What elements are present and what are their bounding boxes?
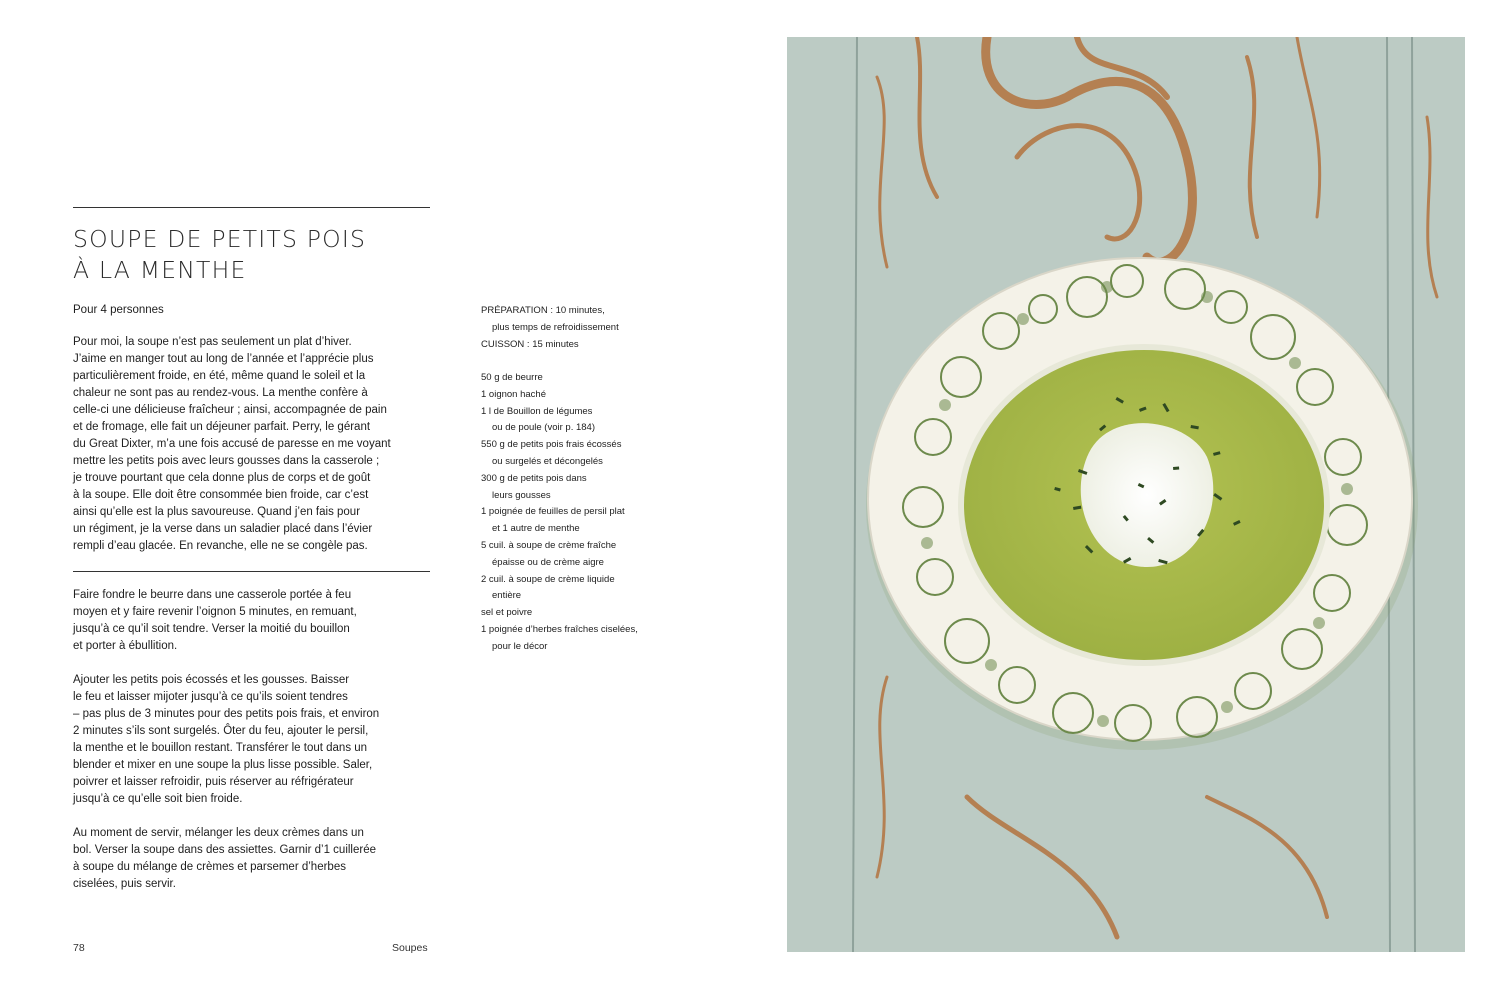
ingredient-line: 50 g de beurre (481, 372, 543, 383)
intro-line: mettre les petits pois avec leurs gousses dans la casserole ; (73, 455, 380, 467)
soup-plate (866, 258, 1418, 750)
ingredient-line: 1 poignée d’herbes fraîches ciselées, (481, 623, 638, 635)
intro-line: ainsi qu’elle est la plus savoureuse. Quand j’en fais pour (73, 506, 361, 518)
recipe-title-line-1: SOUPE DE PETITS POIS (73, 225, 367, 253)
method-line: Faire fondre le beurre dans une casserole portée à feu (73, 589, 352, 601)
intro-line: J’aime en manger tout au long de l’année et l’apprécie plus (73, 353, 374, 365)
cook-time: CUISSON : 15 minutes (481, 338, 579, 350)
ingredient-line: leurs gousses (492, 489, 551, 501)
section-name: Soupes (392, 942, 428, 954)
method-line: le feu et laisser mijoter jusqu’à ce qu’ils soient tendres (73, 691, 348, 703)
method-line: jusqu’à ce qu’il soit tendre. Verser la moitié du bouillon (73, 623, 350, 635)
ingredient-line: ou de poule (voir p. 184) (492, 422, 595, 434)
ingredient-line: 300 g de petits pois dans (481, 472, 587, 484)
ingredient-line: et 1 autre de menthe (492, 523, 580, 535)
soup-photo (787, 37, 1465, 952)
ingredient-line: 5 cuil. à soupe de crème fraîche (481, 539, 617, 551)
method-line: Ajouter les petits pois écossés et les gousses. Baisser (73, 674, 350, 686)
recipe-title (73, 224, 453, 286)
method-line: blender et mixer en une soupe la plus lisse possible. Saler, (73, 759, 373, 771)
method-line: – pas plus de 3 minutes pour des petits pois frais, et environ (73, 708, 380, 720)
method-line: la menthe et le bouillon restant. Transférer le tout dans un (73, 742, 368, 754)
intro-line: Pour moi, la soupe n’est pas seulement un plat d’hiver. (73, 336, 352, 348)
ingredient-line: 1 l de Bouillon de légumes (481, 405, 593, 417)
intro-line: je trouve pourtant que cela donne plus de corps et de goût (73, 472, 371, 484)
method-line: bol. Verser la soupe dans des assiettes. Garnir d’1 cuillerée (73, 844, 376, 856)
method-line: moyen et y faire revenir l’oignon 5 minutes, en remuant, (73, 606, 357, 618)
servings-text: Pour 4 personnes (73, 304, 164, 316)
intro-line: à la soupe. Elle doit être consommée bien froide, car c’est (73, 489, 369, 501)
ingredient-line: sel et poivre (481, 607, 533, 619)
prep-info (481, 303, 681, 353)
intro-line: chaleur ne sont pas au rendez-vous. La menthe confère à (73, 387, 368, 399)
intro-line: et de fromage, elle fait un déjeuner parfait. Perry, le gérant (73, 421, 371, 433)
intro-paragraph (73, 334, 433, 555)
method-section (73, 587, 433, 893)
ingredient-line: 2 cuil. à soupe de crème liquide (481, 573, 615, 585)
ingredient-line: ou surgelés et décongelés (492, 455, 603, 467)
intro-line: rempli d’eau glacée. En revanche, elle ne se congèle pas. (73, 540, 368, 552)
ingredients-list (481, 370, 681, 656)
method-line: jusqu’à ce qu’elle soit bien froide. (73, 793, 243, 805)
paragraph-gap (73, 808, 433, 825)
page-number: 78 (73, 942, 85, 954)
method-line: et porter à ébullition. (73, 640, 178, 652)
intro-line: du Great Dixter, m’a une fois accusé de paresse en me voyant (73, 438, 391, 450)
method-line: ciselées, puis servir. (73, 878, 176, 890)
method-divider-rule (73, 571, 430, 572)
ingredient-line: épaisse ou de crème aigre (492, 556, 604, 568)
paragraph-gap (73, 655, 433, 672)
intro-line: un régiment, je la verse dans un saladier placé dans l’évier (73, 523, 373, 535)
recipe-title-line-2: À LA MENTHE (73, 256, 247, 284)
ingredient-line: 1 poignée de feuilles de persil plat (481, 506, 625, 518)
ingredient-line: 550 g de petits pois frais écossés (481, 439, 622, 451)
prep-time-extra: plus temps de refroidissement (492, 321, 619, 333)
intro-line: celle-ci une délicieuse fraîcheur ; ainsi, accompagnée de pain (73, 404, 387, 416)
method-line: 2 minutes s’ils sont surgelés. Ôter du feu, ajouter le persil, (73, 725, 369, 737)
ingredient-line: 1 oignon haché (481, 388, 546, 400)
ingredient-line: entière (492, 590, 522, 602)
title-top-rule (73, 207, 430, 208)
soup-photo-illustration (787, 37, 1465, 952)
prep-time: PRÉPARATION : 10 minutes, (481, 305, 605, 316)
intro-line: particulièrement froide, en été, même quand le soleil et la (73, 370, 366, 382)
method-line: à soupe du mélange de crèmes et parsemer d’herbes (73, 861, 346, 873)
method-line: Au moment de servir, mélanger les deux crèmes dans un (73, 827, 364, 839)
ingredient-line: pour le décor (492, 640, 548, 652)
method-line: poivrer et laisser refroidir, puis réserver au réfrigérateur (73, 776, 354, 788)
